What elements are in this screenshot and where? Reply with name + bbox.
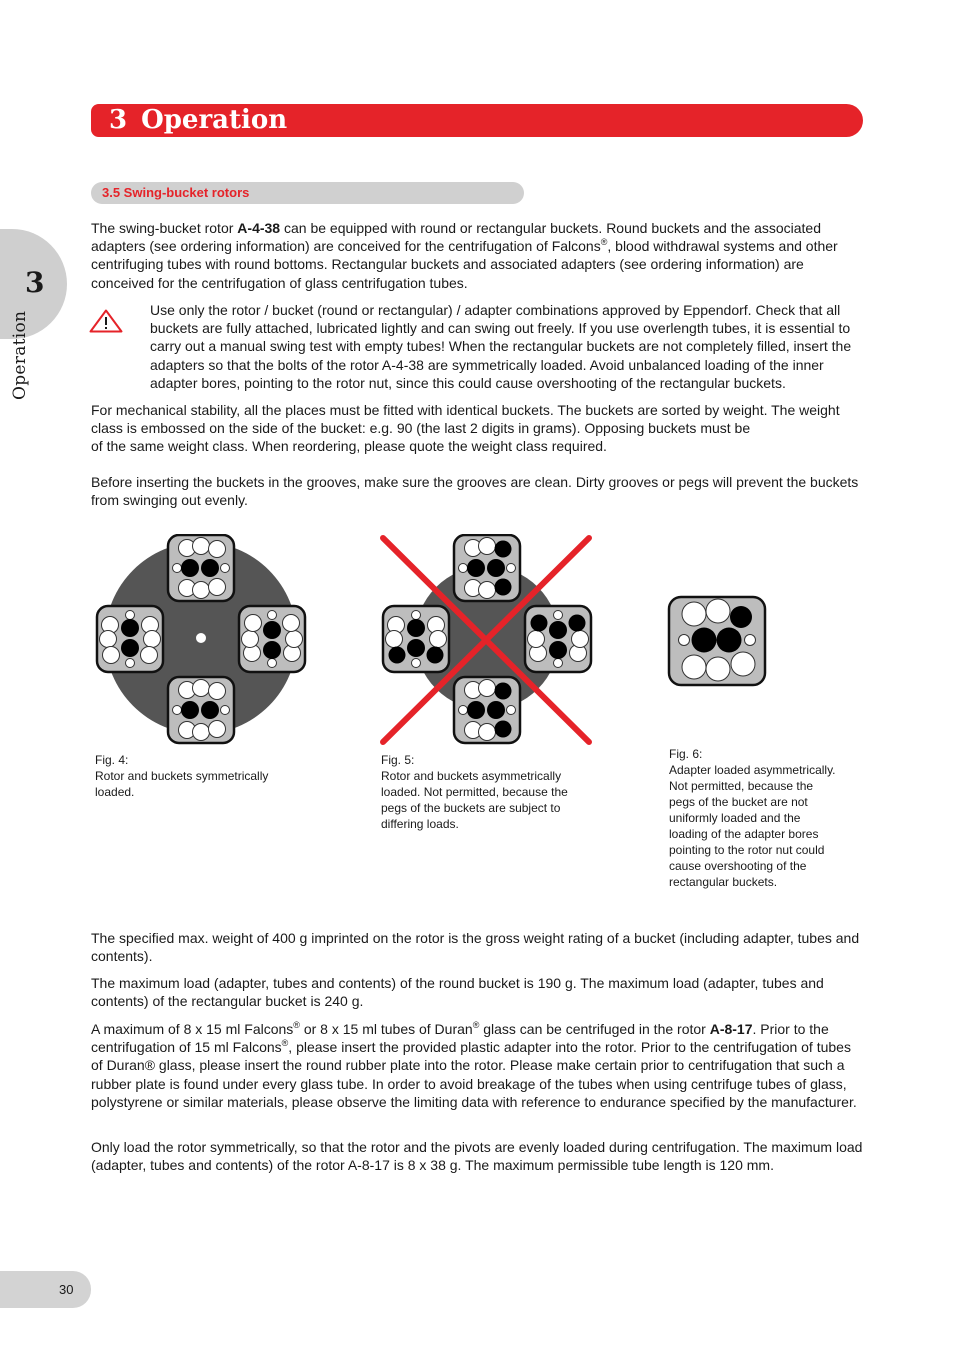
bucket-top	[168, 535, 234, 601]
intro-text-2: can be equipped with round or rectangular buckets. Round buckets and the associated adapters (see ordering information) are conceived for the centrifugation of Falcons	[91, 220, 822, 255]
caption-line: Fig. 6:	[669, 747, 703, 761]
page-number-tab	[0, 1271, 91, 1308]
figure-6-caption	[669, 746, 869, 890]
page-number: 30	[59, 1282, 74, 1297]
registered-mark: ®	[293, 1020, 300, 1030]
stability-text-1: For mechanical stability, all the places must be fitted with identical buckets. The buckets are sorted by weight. The weight class is embossed on the side of the bucket: e.g. 90 (the last 2 digits in grams). Opposing buckets must be	[91, 402, 840, 437]
caption-line: differing loads.	[381, 817, 459, 831]
section-title: 3.5 Swing-bucket rotors	[102, 185, 250, 200]
side-tab-number: 3	[25, 266, 45, 299]
caption-line: cause overshooting of the	[669, 859, 807, 873]
intro-text-3: , blood withdrawal systems and other centrifuging tubes with round bottoms. Rectangular buckets and associated adapters (see ordering information) are conceived for the centrifugation of glass centrifugation tubes.	[91, 238, 838, 291]
chapter-title	[109, 104, 287, 137]
stability-paragraph	[91, 401, 863, 456]
bucket-left	[97, 606, 163, 672]
caption-line: Adapter loaded asymmetrically.	[669, 763, 836, 777]
caption-line: rectangular buckets.	[669, 875, 778, 889]
chapter-title-text: Operation	[141, 105, 288, 135]
rotor-name-bold: A-8-17	[709, 1021, 753, 1037]
rotor-name-bold: A-4-38	[237, 220, 281, 236]
registered-mark: ®	[281, 1038, 289, 1049]
caption-line: pegs of the bucket are not	[669, 795, 808, 809]
chapter-number: 3	[109, 105, 128, 135]
bucket-left	[383, 606, 449, 672]
caption-line: loaded. Not permitted, because the	[381, 785, 568, 799]
caption-line: Not permitted, because the	[669, 779, 814, 793]
bucket-bottom	[168, 677, 234, 743]
registered-mark: ®	[600, 237, 608, 248]
caption-line: Rotor and buckets symmetrically	[95, 769, 269, 783]
grooves-paragraph: Before inserting the buckets in the grooves, make sure the grooves are clean. Dirty grooves or pegs will prevent the buckets from swinging out evenly.	[91, 474, 859, 509]
caption-line: loading of the adapter bores	[669, 827, 819, 841]
bucket-right	[239, 606, 305, 672]
bucket-bottom	[454, 677, 520, 743]
caption-line: loaded.	[95, 785, 135, 799]
warning-paragraph: Use only the rotor / bucket (round or rectangular) / adapter combinations approved by Eppendorf. Check that all buckets are fully attached, lubricated lightly and can swing out freely. If you use overlength tubes, it is essential to carry out a manual swing test with empty tubes! When the rectangular buckets are not completely filled, insert the adapters so that the bolts of the rotor A-4-38 are symmetrically loaded. Avoid unbalanced loading of the inner adapter bores, pointing to the rotor nut, since this could cause overshooting of the rectangular buckets.	[150, 302, 852, 391]
caption-line: Fig. 4:	[95, 753, 129, 767]
bucket-right	[525, 606, 591, 672]
falcons-text-1: A maximum of 8 x 15 ml Falcons	[91, 1021, 294, 1037]
chapter-header-bar	[91, 104, 863, 137]
figure-4-rotor-symmetric	[95, 534, 307, 746]
intro-paragraph	[91, 219, 863, 292]
max-load-paragraph: The maximum load (adapter, tubes and contents) of the round bucket is 190 g. The maximum load (adapter, tubes and contents) of the rectangular bucket is 240 g.	[91, 975, 824, 1010]
caption-line: Rotor and buckets asymmetrically	[381, 769, 562, 783]
symmetric-loading-paragraph: Only load the rotor symmetrically, so that the rotor and the pivots are evenly loaded during centrifugation. The maximum load (adapter, tubes and contents) of the rotor A-8-17 is 8 x 38 g. The maximum permissible tube length is 120 mm.	[91, 1139, 863, 1174]
bucket-top	[454, 535, 520, 601]
stability-text-2: of the same weight class. When reordering, please quote the weight class required.	[91, 438, 607, 455]
figure-4-caption	[95, 752, 295, 800]
figure-5-caption	[381, 752, 581, 832]
caption-line: pegs of the buckets are subject to	[381, 801, 561, 815]
caption-line: Fig. 5:	[381, 753, 415, 767]
warning-triangle-icon	[89, 309, 123, 333]
falcons-text-3: glass can be centrifuged in the rotor	[479, 1021, 710, 1037]
side-chapter-label: Operation	[10, 310, 30, 400]
max-weight-paragraph: The specified max. weight of 400 g imprinted on the rotor is the gross weight rating of a bucket (including adapter, tubes and contents).	[91, 930, 860, 965]
registered-mark: ®	[472, 1020, 480, 1030]
falcons-text-4: . Prior to the centrifugation of 15 ml Falcons	[91, 1021, 829, 1056]
intro-text-1: The swing-bucket rotor	[91, 220, 238, 236]
caption-line: uniformly loaded and the	[669, 811, 801, 825]
falcons-paragraph	[91, 1020, 863, 1111]
falcons-text-5: , please insert the provided plastic adapter into the rotor. Prior to the centrifugation of tubes of Duran® glass, please insert the round rubber plate into the rotor. Please make certain prior to centrifugation that such a rubber plate is found under every glass tube. In order to avoid breakage of the tubes when using centrifuge tubes of glass, polystyrene or similar materials, please observe the limiting data with reference to endurance specified by the manufacturer.	[91, 1039, 857, 1110]
falcons-text-2: or 8 x 15 ml tubes of Duran	[299, 1021, 473, 1037]
caption-line: pointing to the rotor nut could	[669, 843, 825, 857]
figure-5-rotor-asymmetric	[380, 534, 594, 746]
section-heading-bar	[91, 182, 524, 204]
figure-6-bucket-asymmetric	[667, 595, 767, 687]
